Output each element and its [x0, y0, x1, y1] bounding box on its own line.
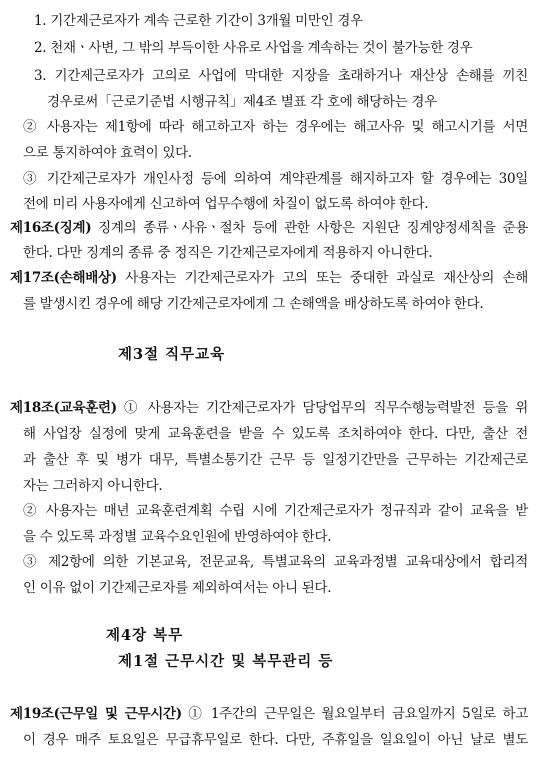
article-18-text: ① 사용자는 기간제근로자가 담당업무의 직무수행능력발전 등을 위 [116, 400, 528, 416]
paragraph-line: ② 사용자는 제1항에 따라 해고하고자 하는 경우에는 해고사유 및 해고시기를 서면 [23, 119, 528, 135]
article-18-line: ② 사용자는 매년 교육훈련계획 수립 시에 기간제근로자가 정규직과 같이 교육을 받 [23, 503, 528, 519]
article-18-line: 자는 그러하지 아니한다. [23, 478, 163, 494]
article-18-line: 과 출산 후 및 병가 대무, 특별소통기간 근무 등 일정기간만을 근무하는 기간제근로 [23, 452, 528, 468]
article-17-line: 를 발생시킨 경우에 해당 기간제근로자에게 그 손해액을 배상하도록 하여야 한다. [23, 296, 484, 312]
article-16-text: 징계의 종류ㆍ사유ㆍ절차 등에 관한 사항은 지원단 징계양정세칙을 준용 [91, 220, 528, 236]
article-16-line: 한다. 다만 징계의 종류 중 정직은 기간제근로자에게 적용하지 아니한다. [23, 245, 433, 261]
article-19-line: 이 경우 매주 토요일은 무급휴무일로 한다. 다만, 주휴일을 일요일이 아닌 날로 별도 [23, 732, 528, 748]
list-item: 1. 기간제근로자가 계속 근로한 기간이 3개월 미만인 경우 [34, 13, 363, 29]
article-17-label: 제17조(손해배상) [10, 270, 117, 286]
article-18-line: 을 수 있도록 과정별 교육수요인원에 반영하여야 한다. [23, 529, 332, 545]
paragraph-line: 으로 통지하여야 효력이 있다. [23, 145, 192, 161]
paragraph-line: 전에 미리 사용자에게 신고하여 업무수행에 차질이 없도록 하여야 한다. [23, 196, 429, 212]
list-item-continuation: 경우로써「근로기준법 시행규칙」제4조 별표 각 호에 해당하는 경우 [47, 94, 437, 110]
article-19-text: ① 1주간의 근무일은 월요일부터 금요일까지 5일로 하고 [181, 706, 529, 722]
section-heading: 제3절 직무교육 [118, 346, 226, 363]
list-item: 3. 기간제근로자가 고의로 사업에 막대한 지장을 초래하거나 재산상 손해를 끼친 [34, 68, 528, 84]
paragraph-line: ③ 기간제근로자가 개인사정 등에 의하여 계약관계를 해지하고자 할 경우에는 30일 [23, 171, 528, 187]
chapter-heading: 제4장 복무 [106, 627, 184, 644]
article-18-line: 인 이유 없이 기간제근로자를 제외하여서는 아니 된다. [23, 580, 332, 596]
article-18-label: 제18조(교육훈련) [10, 400, 117, 416]
article-18-line [10, 400, 528, 417]
article-16-label: 제16조(징계) [10, 220, 92, 236]
section-heading: 제1절 근무시간 및 복무관리 등 [118, 653, 334, 670]
list-item: 2. 천재ㆍ사변, 그 밖의 부득이한 사유로 사업을 계속하는 것이 불가능한 경우 [34, 40, 473, 56]
article-19-line [10, 706, 528, 723]
article-19-label: 제19조(근무일 및 근무시간) [10, 706, 182, 722]
article-17-text: 사용자는 기간제근로자가 고의 또는 중대한 과실로 재산상의 손해 [116, 270, 528, 286]
article-18-line: ③ 제2항에 의한 기본교육, 전문교육, 특별교육의 교육과정별 교육대상에서 합리적 [23, 554, 528, 570]
article-16-line [10, 220, 528, 237]
article-18-line: 해 사업장 실정에 맞게 교육훈련을 받을 수 있도록 조치하여야 한다. 다만, 출산 전 [23, 426, 528, 442]
article-17-line [10, 270, 528, 287]
